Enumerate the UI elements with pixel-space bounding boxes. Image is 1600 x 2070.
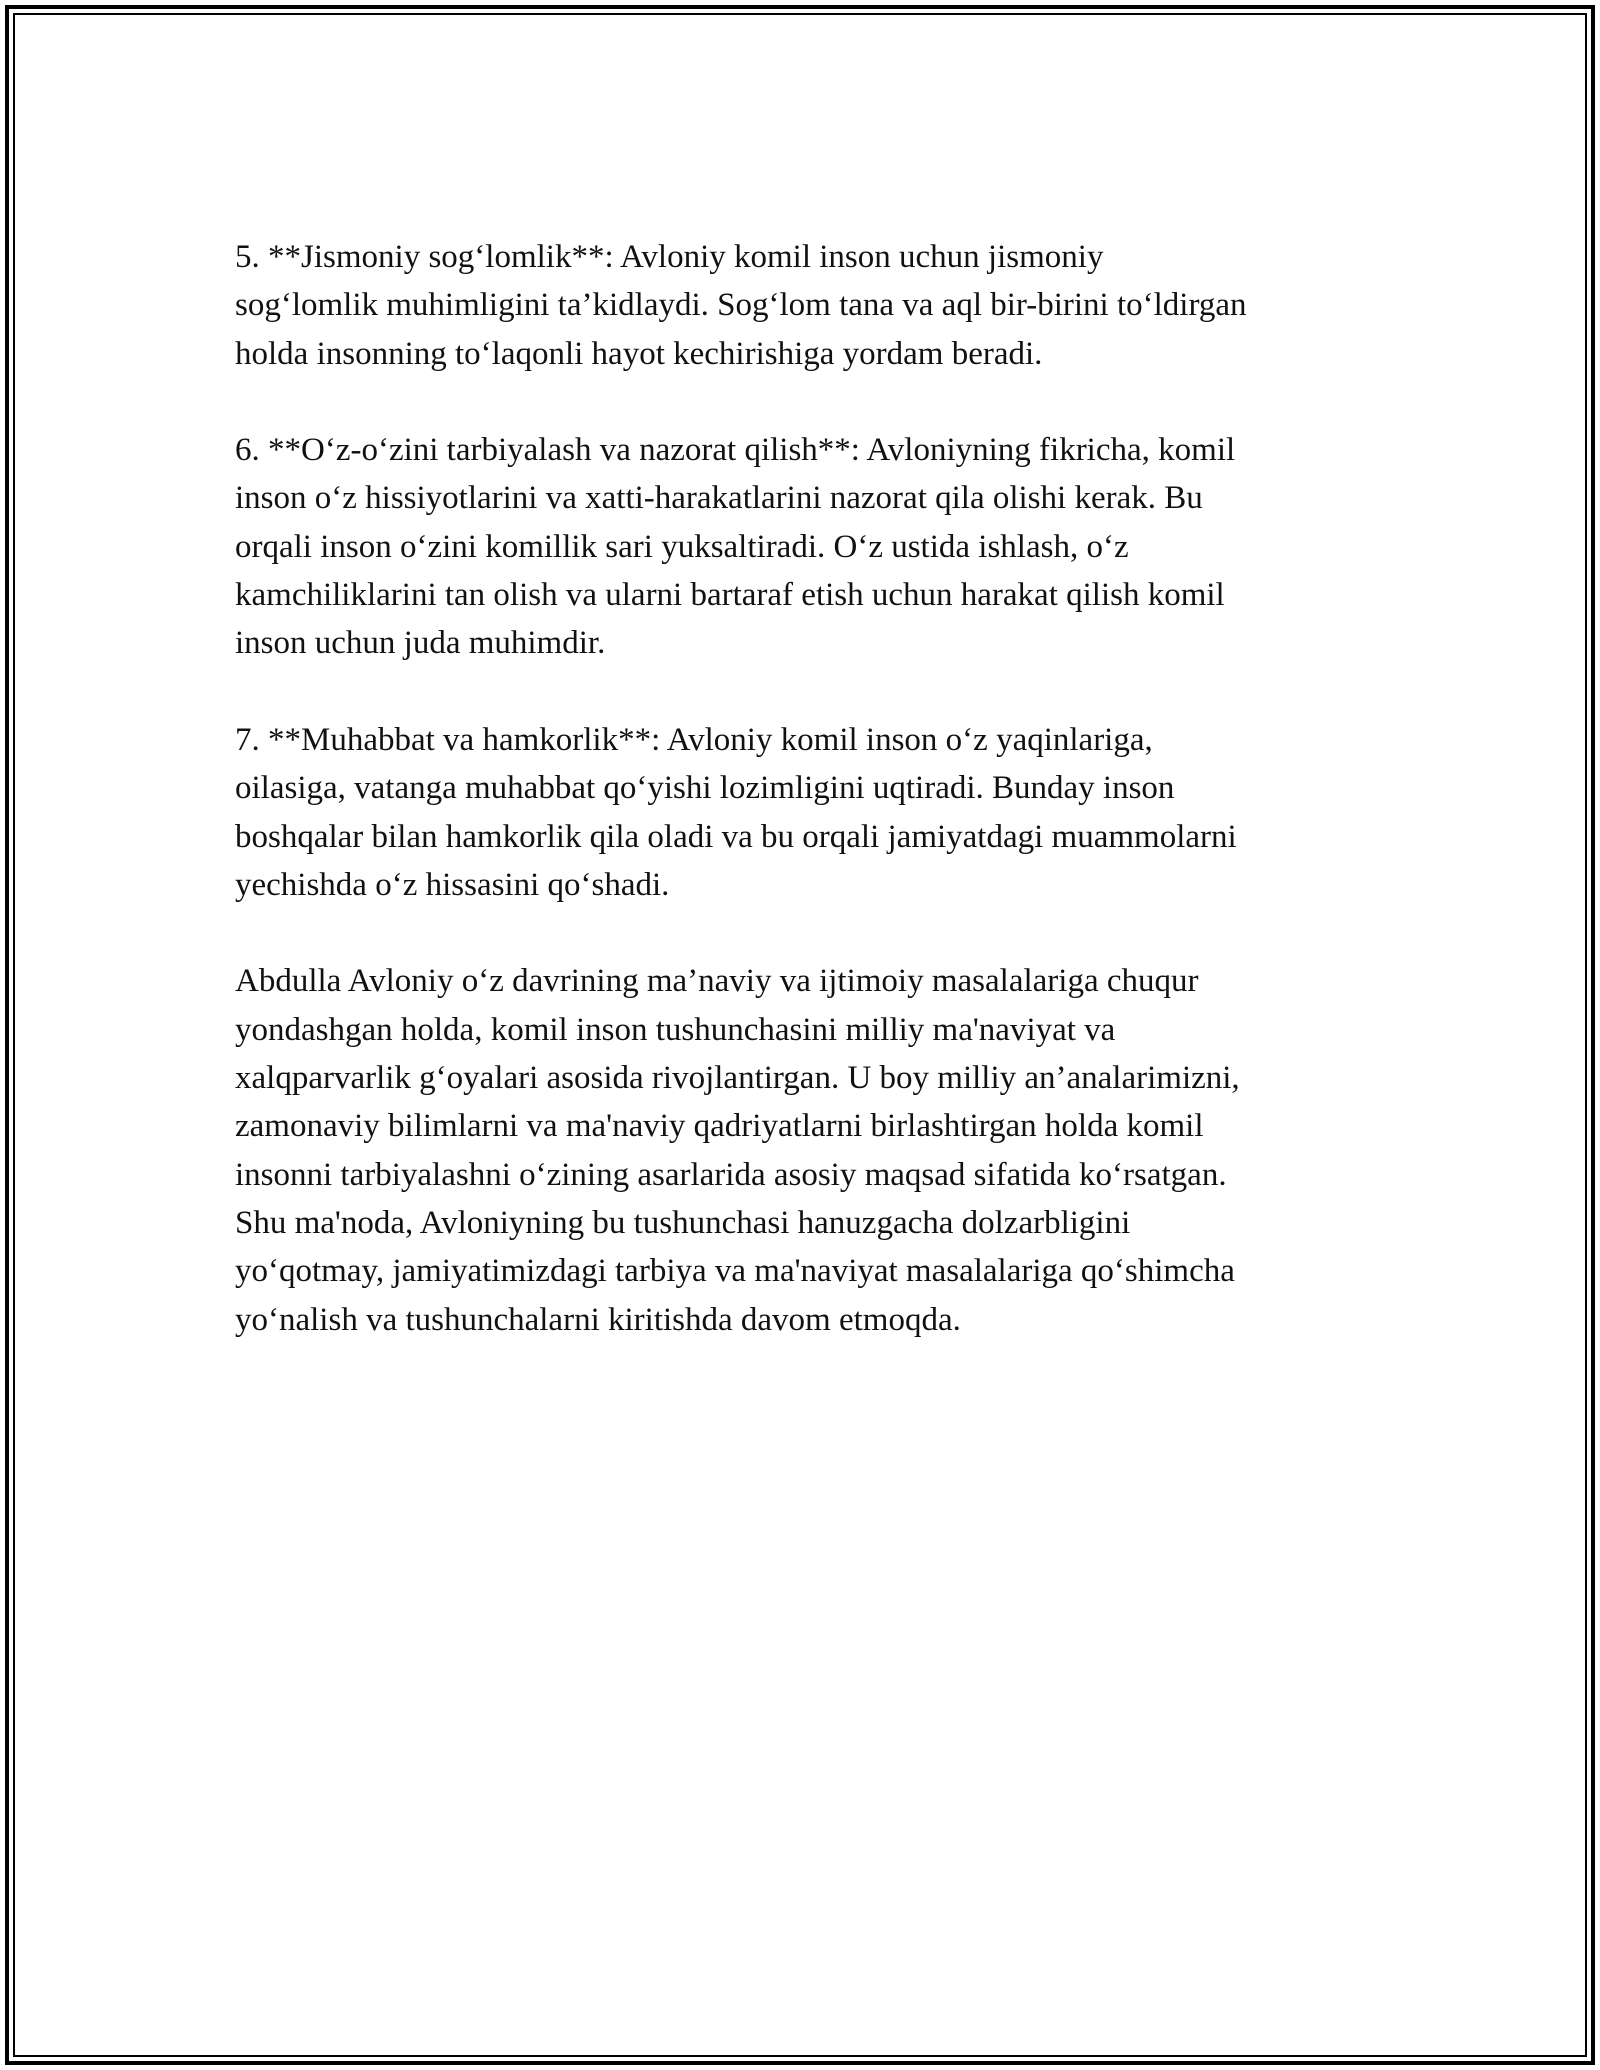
paragraph-love-cooperation: [235, 716, 1385, 909]
text-line: Shu ma'noda, Avloniyning bu tushunchasi hanuzgacha dolzarbligini: [235, 1204, 1131, 1241]
text-line: insonni tarbiyalashni o‘zining asarlarida asosiy maqsad sifatida ko‘rsatgan.: [235, 1156, 1227, 1193]
text-line: yondashgan holda, komil inson tushunchasini milliy ma'naviyat va: [235, 1011, 1116, 1048]
text-line: yechishda o‘z hissasini qo‘shadi.: [235, 866, 670, 903]
text-line: 5. **Jismoniy sog‘lomlik**: Avloniy komil inson uchun jismoniy: [235, 239, 1104, 275]
paragraph-self-discipline: [235, 426, 1385, 667]
document-body: [235, 233, 1385, 1392]
text-line: boshqalar bilan hamkorlik qila oladi va bu orqali jamiyatdagi muammolarni: [235, 818, 1237, 855]
text-line: zamonaviy bilimlarni va ma'naviy qadriyatlarni birlashtirgan holda komil: [235, 1108, 1204, 1145]
text-line: yo‘nalish va tushunchalarni kiritishda davom etmoqda.: [235, 1301, 961, 1338]
text-line: Abdulla Avloniy o‘z davrining ma’naviy va ijtimoiy masalalariga chuqur: [235, 963, 1199, 1000]
paragraph-conclusion: [235, 957, 1385, 1343]
paragraph-physical-health: [235, 233, 1385, 378]
text-line: 7. **Muhabbat va hamkorlik**: Avloniy komil inson o‘z yaqinlariga,: [235, 721, 1153, 758]
text-line: yo‘qotmay, jamiyatimizdagi tarbiya va ma'naviyat masalalariga qo‘shimcha: [235, 1253, 1235, 1290]
text-line: 6. **O‘z-o‘zini tarbiyalash va nazorat qilish**: Avloniyning fikricha, komil: [235, 432, 1236, 469]
text-line: inson uchun juda muhimdir.: [235, 625, 606, 662]
text-line: kamchiliklarini tan olish va ularni bartaraf etish uchun harakat qilish komil: [235, 577, 1225, 614]
text-line: oilasiga, vatanga muhabbat qo‘yishi lozimligini uqtiradi. Bunday inson: [235, 770, 1175, 807]
text-line: xalqparvarlik g‘oyalari asosida rivojlantirgan. U boy milliy an’analarimizni,: [235, 1060, 1240, 1097]
text-line: holda insonning to‘laqonli hayot kechirishiga yordam beradi.: [235, 335, 1043, 372]
text-line: inson o‘z hissiyotlarini va xatti-harakatlarini nazorat qila olishi kerak. Bu: [235, 480, 1203, 517]
text-line: sog‘lomlik muhimligini ta’kidlaydi. Sog‘lom tana va aql bir-birini to‘ldirgan: [235, 287, 1247, 324]
text-line: orqali inson o‘zini komillik sari yuksaltiradi. O‘z ustida ishlash, o‘z: [235, 528, 1129, 565]
